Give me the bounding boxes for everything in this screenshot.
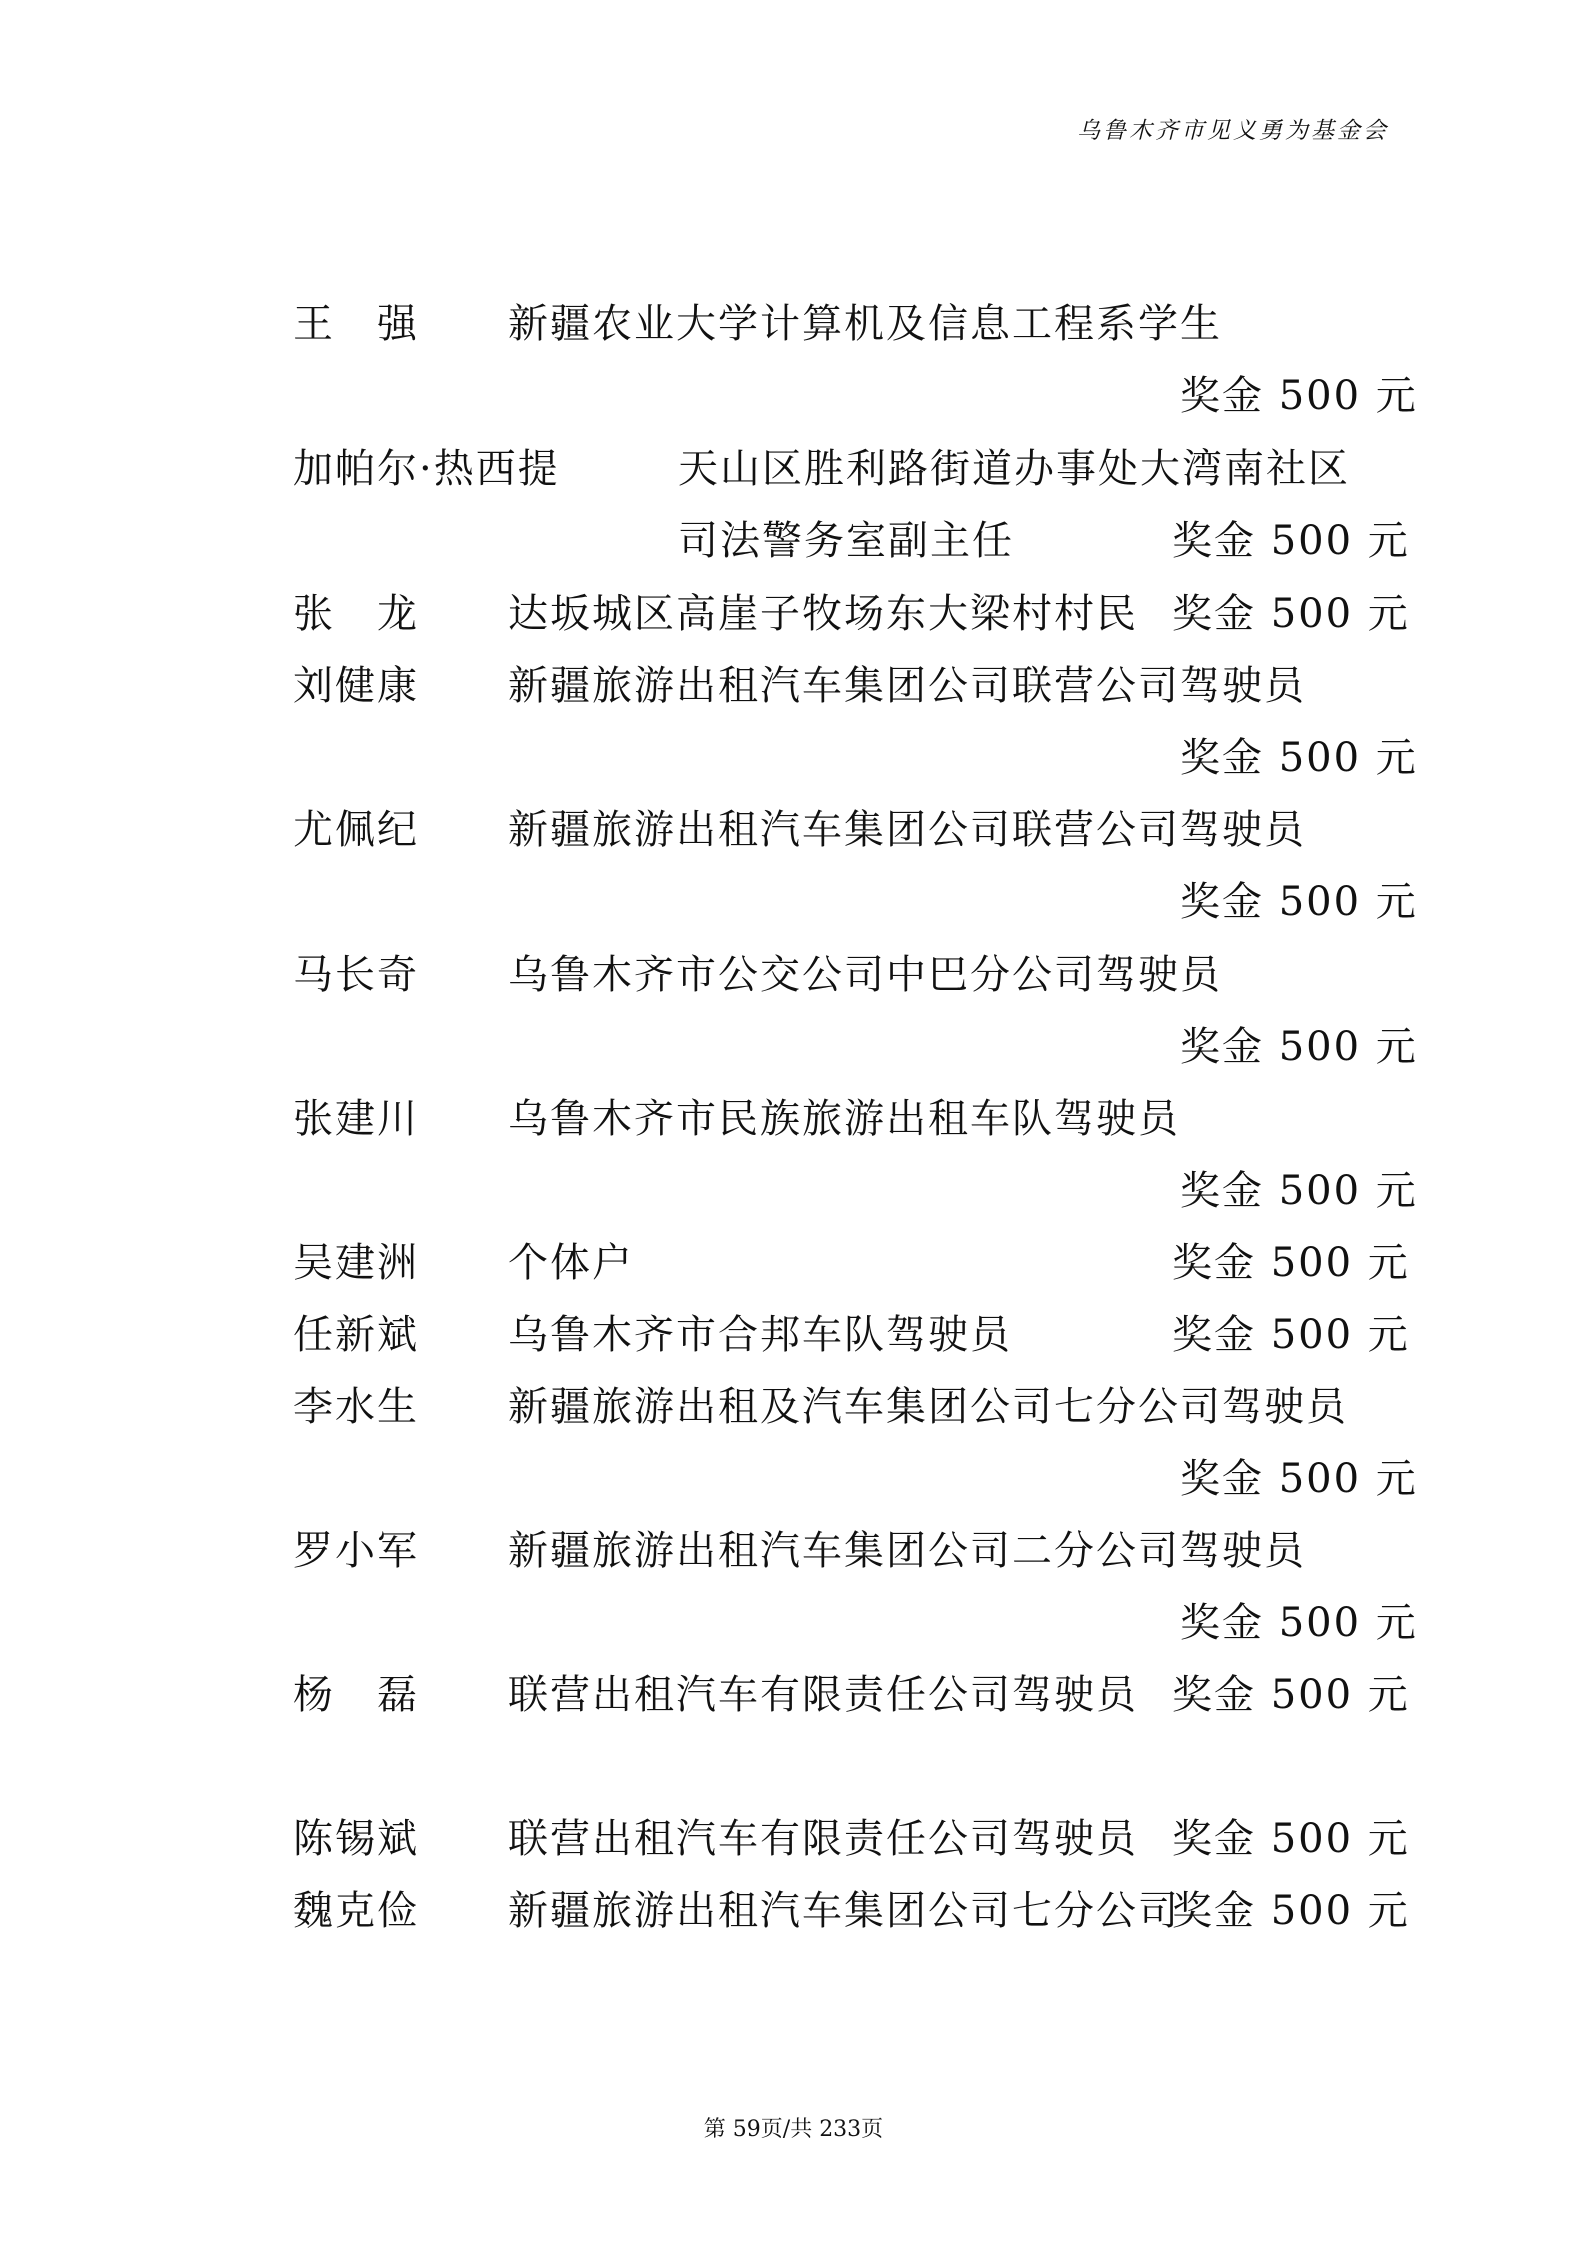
awardee-name: 张 龙: [293, 591, 419, 637]
awardee-description-continued: 司法警务室副主任: [678, 518, 1014, 564]
award-amount: 奖金 500 元: [1180, 735, 1418, 781]
awardee-description: 联营出租汽车有限责任公司驾驶员: [508, 1816, 1138, 1862]
awardee-description: 乌鲁木齐市公交公司中巴分公司驾驶员: [508, 952, 1222, 998]
header-title: 乌鲁木齐市见义勇为基金会: [1077, 118, 1389, 144]
awardee-description: 联营出租汽车有限责任公司驾驶员: [508, 1672, 1138, 1718]
awardee-name: 尤佩纪: [293, 807, 419, 853]
award-amount: 奖金 500 元: [1172, 1240, 1410, 1286]
awardee-description: 乌鲁木齐市民族旅游出租车队驾驶员: [508, 1096, 1180, 1142]
award-amount: 奖金 500 元: [1180, 1600, 1418, 1646]
awardee-description: 新疆农业大学计算机及信息工程系学生: [508, 301, 1222, 347]
awardee-name: 加帕尔·热西提: [293, 446, 560, 492]
award-amount: 奖金 500 元: [1180, 1024, 1418, 1070]
awardee-name: 吴建洲: [293, 1240, 419, 1286]
page-number: 第 59页/共 233页: [703, 2117, 884, 2142]
award-amount: 奖金 500 元: [1180, 1456, 1418, 1502]
awardee-name: 杨 磊: [293, 1672, 419, 1718]
award-amount: 奖金 500 元: [1180, 879, 1418, 925]
awardee-name: 王 强: [293, 301, 419, 347]
awardee-description: 新疆旅游出租汽车集团公司联营公司驾驶员: [508, 807, 1306, 853]
awardee-name: 李水生: [293, 1384, 419, 1430]
award-amount: 奖金 500 元: [1172, 1816, 1410, 1862]
award-amount: 奖金 500 元: [1172, 1312, 1410, 1358]
awardee-name: 罗小军: [293, 1528, 419, 1574]
awardee-name: 陈锡斌: [293, 1816, 419, 1862]
award-amount: 奖金 500 元: [1180, 1168, 1418, 1214]
awardee-name: 马长奇: [293, 952, 419, 998]
awardee-description: 天山区胜利路街道办事处大湾南社区: [678, 446, 1350, 492]
award-amount: 奖金 500 元: [1172, 518, 1410, 564]
award-amount: 奖金 500 元: [1172, 1888, 1410, 1934]
awardee-description: 个体户: [508, 1240, 634, 1286]
awardee-name: 刘健康: [293, 663, 419, 709]
awardee-description: 乌鲁木齐市合邦车队驾驶员: [508, 1312, 1012, 1358]
awardee-description: 新疆旅游出租汽车集团公司七分公司: [508, 1888, 1180, 1934]
awardee-description: 达坂城区高崖子牧场东大梁村村民: [508, 591, 1138, 637]
awardee-name: 任新斌: [293, 1312, 419, 1358]
awardee-description: 新疆旅游出租汽车集团公司二分公司驾驶员: [508, 1528, 1306, 1574]
awardee-description: 新疆旅游出租汽车集团公司联营公司驾驶员: [508, 663, 1306, 709]
awardee-description: 新疆旅游出租及汽车集团公司七分公司驾驶员: [508, 1384, 1348, 1430]
award-amount: 奖金 500 元: [1172, 591, 1410, 637]
award-amount: 奖金 500 元: [1180, 373, 1418, 419]
awardee-name: 张建川: [293, 1096, 419, 1142]
award-amount: 奖金 500 元: [1172, 1672, 1410, 1718]
awardee-name: 魏克俭: [293, 1888, 419, 1934]
